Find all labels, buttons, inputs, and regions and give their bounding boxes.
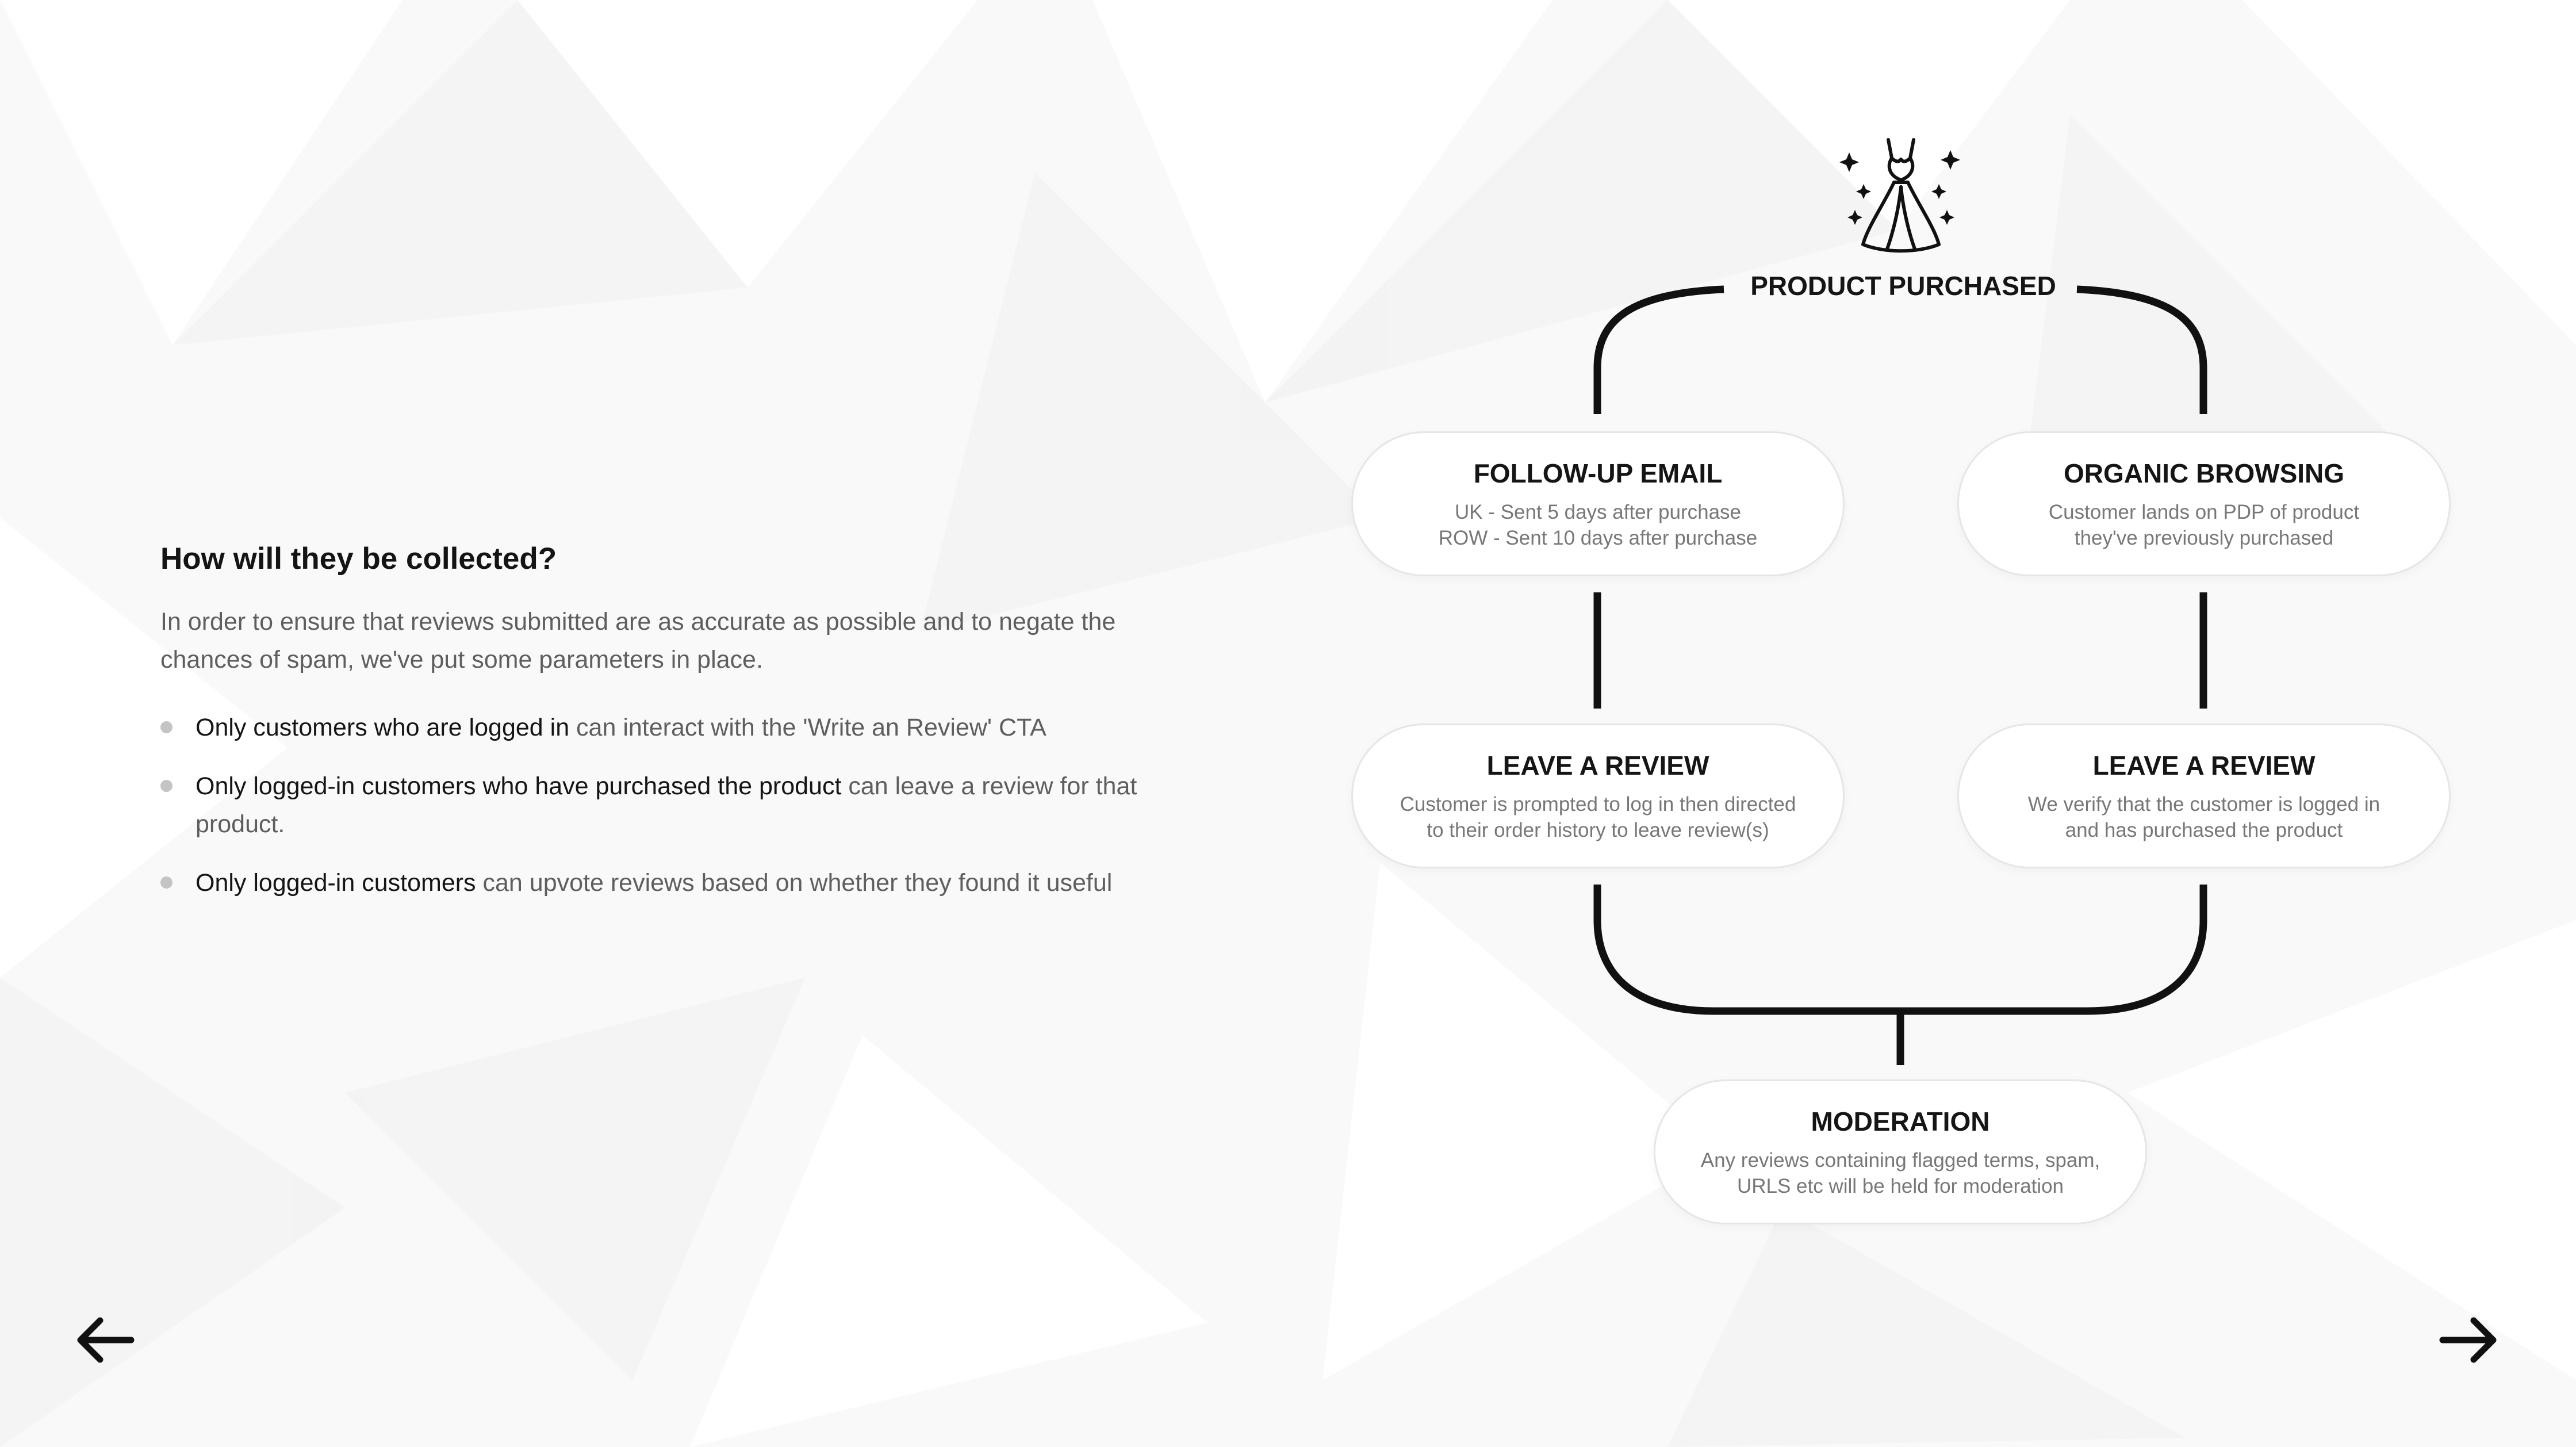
followup-email-node	[1351, 431, 1845, 576]
node-desc-line: they've previously purchased	[2074, 526, 2334, 549]
node-description	[1353, 791, 1843, 843]
node-description	[1655, 1147, 2145, 1199]
bullet-emphasis: Only logged-in customers	[195, 868, 476, 897]
node-desc-line: Customer lands on PDP of product	[2048, 500, 2360, 523]
connector-top-right	[2077, 289, 2203, 414]
node-description	[1959, 499, 2449, 551]
node-description	[1959, 791, 2449, 843]
bullet-emphasis: Only logged-in customers who have purchased the product	[195, 772, 842, 800]
node-description	[1353, 499, 1843, 551]
node-title: LEAVE A REVIEW	[2092, 751, 2316, 780]
bullet-emphasis: Only customers who are logged in	[195, 713, 570, 741]
leave-review-left-node	[1351, 724, 1845, 868]
node-desc-line: UK - Sent 5 days after purchase	[1454, 500, 1742, 523]
node-title: LEAVE A REVIEW	[1486, 751, 1709, 780]
node-desc-line: URLS etc will be held for moderation	[1736, 1174, 2064, 1197]
arrow-right-icon[interactable]	[2437, 1311, 2500, 1369]
intro-paragraph: In order to ensure that reviews submitted are as accurate as possible and to negate the chances of spam, we've put some parameters in place.	[160, 607, 1116, 673]
node-desc-line: We verify that the customer is logged in	[2027, 793, 2380, 816]
node-desc-line: to their order history to leave review(s)	[1427, 818, 1769, 841]
node-title: FOLLOW-UP EMAIL	[1473, 458, 1723, 488]
arrow-left-icon[interactable]	[74, 1311, 137, 1369]
connector-bottom-join	[1597, 885, 2203, 1011]
leave-review-right-node	[1957, 724, 2451, 868]
bullet-text: can interact with the 'Write an Review' CTA	[569, 713, 1046, 741]
product-purchased-label: PRODUCT PURCHASED	[1750, 271, 2056, 301]
organic-browsing-node	[1957, 431, 2451, 576]
node-desc-line: ROW - Sent 10 days after purchase	[1438, 526, 1758, 549]
node-desc-line: and has purchased the product	[2065, 818, 2343, 841]
node-title: MODERATION	[1811, 1107, 1990, 1136]
node-title: ORGANIC BROWSING	[2063, 458, 2345, 488]
dress-icon	[1832, 129, 1970, 262]
bullet-text: can leave a review for that product.	[195, 772, 1137, 838]
node-desc-line: Any reviews containing flagged terms, spam,	[1700, 1149, 2100, 1172]
node-desc-line: Customer is prompted to log in then directed	[1400, 793, 1796, 816]
section-title: How will they be collected?	[160, 542, 557, 576]
bullet-text: can upvote reviews based on whether they found it useful	[476, 868, 1113, 897]
connector-top-left	[1597, 289, 1724, 414]
moderation-node	[1654, 1079, 2147, 1224]
